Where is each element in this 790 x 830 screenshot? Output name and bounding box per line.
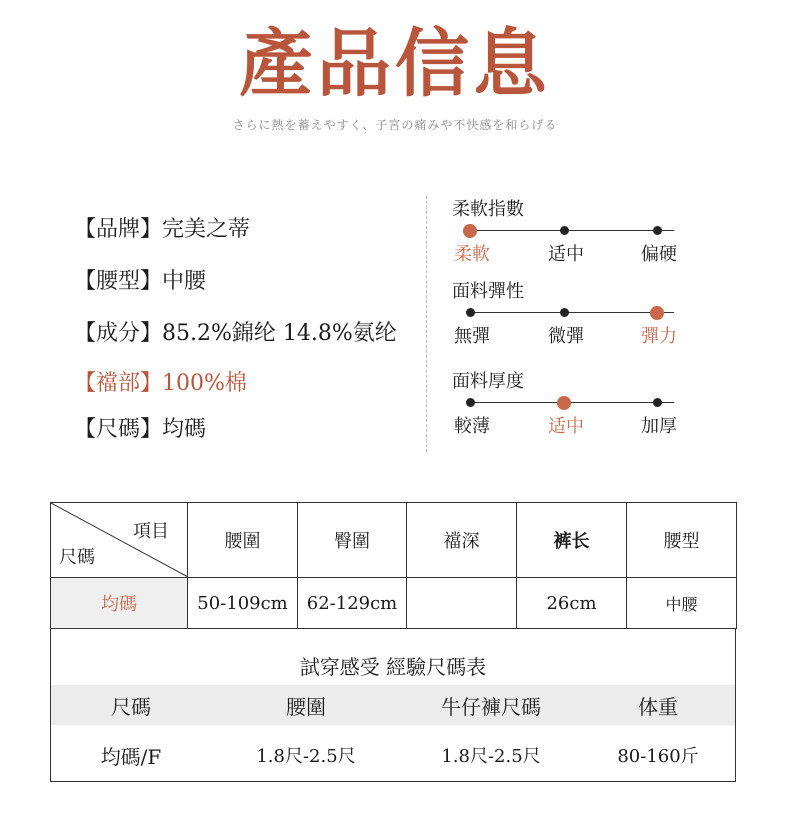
size-table — [50, 502, 737, 629]
scale-softness — [452, 198, 682, 264]
scale-option-label: 适中 — [548, 244, 584, 265]
scale-option-label: 加厚 — [641, 416, 677, 437]
scale-option-label: 微彈 — [548, 326, 584, 347]
spec-key: 【成分】 — [74, 321, 163, 346]
scale-dot-selected — [650, 306, 664, 320]
header-cell: 襠深 — [407, 503, 517, 578]
divider — [426, 196, 427, 452]
spec-value: 100%棉 — [162, 371, 247, 396]
corner-bottom-label: 尺碼 — [59, 547, 95, 568]
table-cell: 80-160斤 — [617, 746, 699, 767]
scale-labels — [452, 238, 682, 264]
experience-table — [50, 628, 736, 782]
scale-dot-selected — [557, 396, 571, 410]
spec-waist-type — [74, 264, 206, 295]
table-cell: 62-129cm — [298, 578, 407, 629]
header-cell: 腰圍 — [286, 694, 326, 719]
spec-value: 均碼 — [162, 417, 207, 442]
spec-size — [74, 412, 206, 443]
scale-option-label: 較薄 — [454, 416, 490, 437]
size-table-row — [51, 578, 737, 629]
table-cell: 中腰 — [627, 578, 737, 629]
header-cell: 腰圍 — [188, 503, 298, 578]
table-cell: 1.8尺-2.5尺 — [256, 746, 356, 767]
size-table-header-row — [51, 503, 737, 578]
header-cell: 裤长 — [517, 503, 627, 578]
spec-value: 完美之蒂 — [162, 217, 251, 242]
scale-track — [452, 306, 682, 320]
size-table-corner — [51, 503, 188, 578]
spec-brand — [74, 212, 250, 243]
scale-option-label: 彈力 — [641, 326, 677, 347]
scale-name: 面料厚度 — [452, 371, 524, 392]
scale-track — [452, 396, 682, 410]
scale-name: 柔軟指數 — [452, 199, 524, 220]
spec-key: 【腰型】 — [74, 269, 163, 294]
spec-value: 中腰 — [162, 269, 207, 294]
scale-dot — [466, 398, 475, 407]
scale-labels — [452, 410, 682, 436]
table-cell: 50-109cm — [188, 578, 298, 629]
scale-labels — [452, 320, 682, 346]
scale-option-label: 無彈 — [454, 326, 490, 347]
spec-key: 【尺碼】 — [74, 417, 163, 442]
scale-track — [452, 224, 682, 238]
table-cell: 均碼/F — [100, 744, 162, 769]
table-cell: 1.8尺-2.5尺 — [441, 746, 541, 767]
scale-thickness — [452, 370, 682, 436]
spec-crotch — [74, 366, 247, 397]
scale-dot — [560, 308, 569, 317]
experience-table-header-row — [51, 685, 735, 725]
scale-name: 面料彈性 — [452, 281, 524, 302]
spec-value: 85.2%錦纶 14.8%氨纶 — [162, 321, 397, 346]
experience-table-row — [51, 737, 735, 773]
table-cell — [407, 578, 517, 629]
page-title: 產品信息 — [239, 21, 551, 107]
scale-elasticity — [452, 280, 682, 346]
page-subtitle: さらに熱を蓄えやすく、子宮の痛みや不快感を和らげる — [232, 118, 558, 132]
scale-dot — [653, 398, 662, 407]
size-cell: 均碼 — [51, 578, 188, 629]
header-cell: 腰型 — [627, 503, 737, 578]
scale-dot-selected — [463, 224, 477, 238]
header-cell: 臀圍 — [298, 503, 407, 578]
experience-table-title: 試穿感受 經驗尺碼表 — [299, 655, 487, 679]
scale-dot — [560, 226, 569, 235]
spec-key: 【襠部】 — [74, 371, 163, 396]
header-cell: 牛仔褲尺碼 — [441, 694, 541, 719]
scale-dot — [466, 308, 475, 317]
scale-dot — [653, 226, 662, 235]
table-cell: 26cm — [517, 578, 627, 629]
header-cell: 体重 — [638, 694, 678, 719]
header-cell: 尺碼 — [111, 694, 151, 719]
corner-top-label: 項目 — [133, 521, 169, 542]
scale-option-label: 适中 — [548, 416, 584, 437]
spec-material — [74, 316, 397, 347]
scale-option-label: 柔軟 — [454, 244, 490, 265]
spec-key: 【品牌】 — [74, 217, 163, 242]
scale-option-label: 偏硬 — [641, 244, 677, 265]
